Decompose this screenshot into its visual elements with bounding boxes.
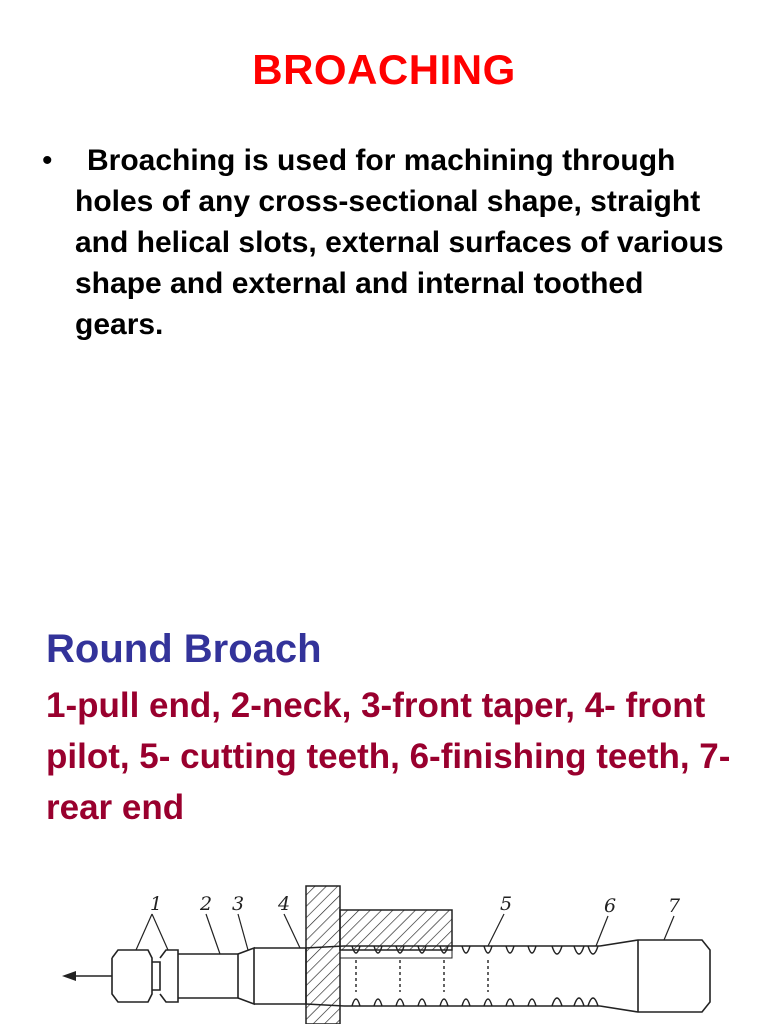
parts-description: 1-pull end, 2-neck, 3-front taper, 4- front pilot, 5- cutting teeth, 6-finishing teeth, 7-rear end [46, 686, 731, 827]
part-label-3: 3 [232, 893, 245, 915]
part-label-1: 1 [150, 893, 163, 915]
bullet-marker: • [42, 144, 53, 177]
bullet-text: Broaching is used for machining through holes of any cross-sectional shape, straight and helical slots, external surfaces of various shape and external and internal toothed gears. [75, 144, 724, 341]
part-label-6: 6 [604, 895, 617, 917]
cutting-teeth [352, 946, 536, 1006]
part-label-5: 5 [500, 893, 513, 915]
workpiece-section [306, 886, 452, 1024]
pull-direction-arrow [62, 971, 112, 981]
round-broach-drawing [0, 850, 768, 1024]
part-label-2: 2 [200, 893, 213, 915]
slide-title: BROACHING [252, 46, 516, 93]
part-label-7: 7 [668, 895, 681, 917]
section-title: Round Broach [46, 627, 322, 671]
finishing-teeth [552, 946, 598, 1006]
part-label-4: 4 [278, 893, 291, 915]
broach-body [112, 940, 710, 1012]
